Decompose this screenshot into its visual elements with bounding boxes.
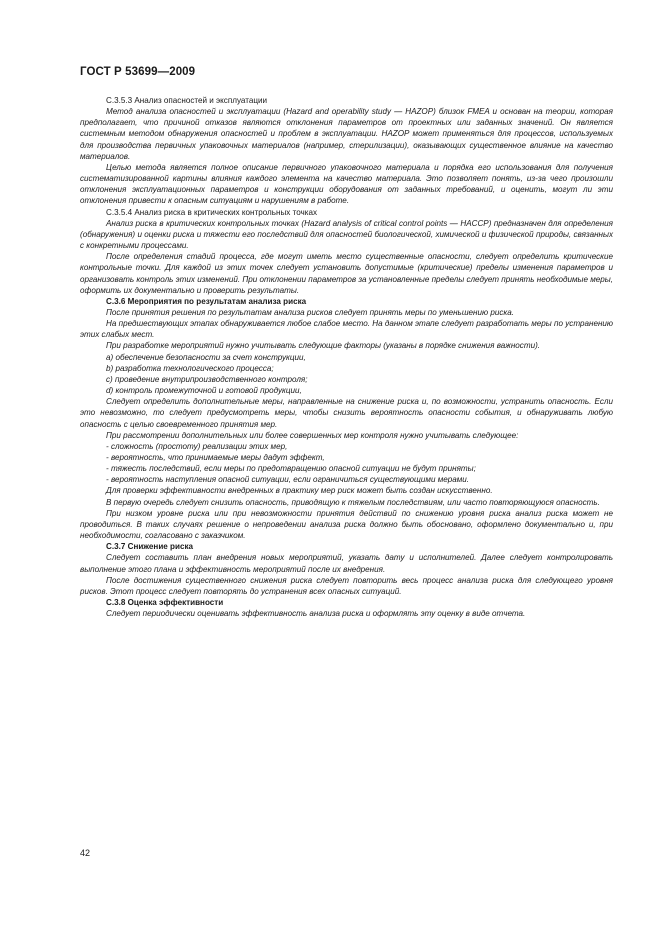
paragraph: После принятия решения по результатам анализа рисков следует принять меры по уменьшению риска.	[106, 307, 514, 317]
section-heading-c354: С.3.5.4 Анализ риска в критических контрольных точках	[106, 207, 317, 217]
list-item: c) проведение внутрипроизводственного контроля;	[106, 374, 308, 384]
paragraph: После определения стадий процесса, где могут иметь место существенные опасности, следует определить критические контрольные точки. Для каждой из этих точек следует установить допустимые (критические) пределы изменения параметров и организовать контроль этих изменений. При отклонении параметров за установленные пределы следует принять необходимые меры, оформить их документально и проверить результаты.	[80, 252, 613, 295]
paragraph: На предшествующих этапах обнаруживается любое слабое место. На данном этапе следует разработать меры по устранению этих слабых мест.	[80, 319, 613, 340]
page-content	[80, 95, 613, 619]
section-heading-c37: С.3.7 Снижение риска	[106, 542, 194, 552]
list-item: - вероятность, что принимаемые меры дадут эффект,	[106, 453, 325, 462]
paragraph: В первую очередь следует снизить опасность, приводящую к тяжелым последствиям, или часто повторяющуюся опасность.	[106, 497, 600, 507]
document-header: ГОСТ Р 53699—2009	[80, 66, 196, 78]
paragraph: При рассмотрении дополнительных или более совершенных мер контроля нужно учитывать следующее:	[106, 430, 519, 440]
paragraph: После достижения существенного снижения риска следует повторить весь процесс анализа риска для следующего уровня рисков. Этот процесс следует повторять до устранения всех опасных ситуаций.	[80, 575, 613, 596]
list-item: b) разработка технологического процесса;	[106, 363, 274, 373]
paragraph: Для проверки эффективности внедренных в практику мер риск может быть создан искусственно.	[106, 486, 493, 496]
page-number: 42	[80, 848, 91, 858]
paragraph: Целью метода является полное описание первичного упаковочного материала и порядка его использования для получения систематизированной картины влияния каждого элемента на качество материала. Это позволяет понять, из-за чего произошли отклонения эксплуатационных параметров и конструкции оборудования от заданных требований, и оценить, могут ли эти отклонения привести к опасным ситуациям и нарушениям в работе.	[80, 162, 613, 206]
paragraph: При разработке мероприятий нужно учитывать следующие факторы (указаны в порядке снижения важности).	[106, 341, 541, 351]
paragraph: Следует составить план внедрения новых мероприятий, указать дату и исполнителей. Далее следует контролировать выполнение этого плана и эффективность мероприятий после их внедрения.	[80, 553, 613, 574]
list-item: d) контроль промежуточной и готовой продукции,	[106, 386, 302, 396]
list-item: - вероятность наступления опасной ситуации, если ограничиться существующими мерами.	[106, 475, 470, 485]
paragraph: При низком уровне риска или при невозможности принятия действий по снижению уровня риска анализ риска может не проводиться. В таких случаях решение о непроведении анализа риска должно быть обосновано, оформлено документально и, при необходимости, согласовано с заказчиком.	[80, 508, 613, 541]
paragraph: Анализ риска в критических контрольных точках (Hazard analysis of critical control points — HACCP) предназначен для определения (обнаружения) и оценки риска и тяжести его последствий для опасностей биологической, химической и физической природы, связанных с конкретными процессами.	[80, 218, 613, 251]
list-item: - тяжесть последствий, если меры по предотвращению опасной ситуации не будут приняты;	[106, 464, 476, 474]
section-heading-c353: С.3.5.3 Анализ опасностей и эксплуатации	[106, 96, 268, 105]
paragraph: Следует определить дополнительные меры, направленные на снижение риска и, по возможности, устранить опасность. Если это невозможно, то следует предусмотреть меры, чтобы снизить вероятность опасности события, и обнаруживать любую опасность с целью своевременного принятия мер.	[80, 397, 613, 429]
paragraph: Следует периодически оценивать эффективность анализа риска и оформлять эту оценку в виде отчета.	[106, 609, 526, 619]
list-item: - сложность (простоту) реализации этих мер,	[106, 441, 288, 451]
list-item: а) обеспечение безопасности за счет конструкции,	[106, 352, 306, 362]
paragraph: Метод анализа опасностей и эксплуатации (Hazard and operability study — HAZOP) близок FMEA и основан на теории, которая предполагает, что причиной отказов являются отклонения параметров от проектных или заданных значений. Он является системным методом обнаружения опасностей и проблем в эксплуатации. HAZOP может применяться для процессов, используемых для производства первичных упаковочных материалов (например, стерилизации), оказывающих существенное влияние на качество материалов.	[80, 107, 613, 161]
section-heading-c36: С.3.6 Мероприятия по результатам анализа риска	[106, 296, 307, 306]
section-heading-c38: С.3.8 Оценка эффективности	[106, 598, 224, 608]
